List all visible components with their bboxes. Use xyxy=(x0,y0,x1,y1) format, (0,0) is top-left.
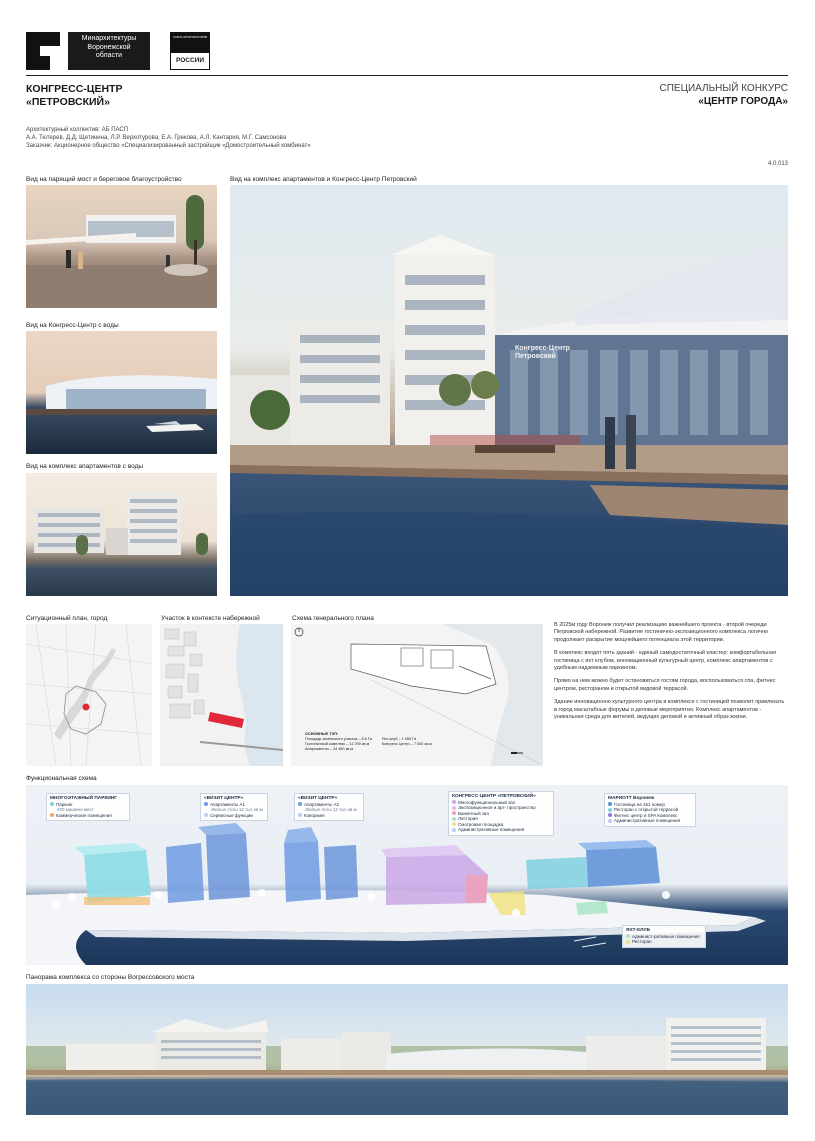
congress-item-2: Экспозиционное и арт- пространство xyxy=(458,805,536,810)
visit1-item-1: Апартаменты А1 xyxy=(210,801,245,807)
credits xyxy=(26,126,311,150)
visit2-title: «ВИЗИТ ЦЕНТР» xyxy=(298,796,338,801)
parking-item-1-note: 400 машино-мест xyxy=(57,807,94,812)
master-plan-map xyxy=(291,624,543,766)
site-plot xyxy=(208,712,244,728)
marriott-item-4: Административные помещения xyxy=(614,818,681,823)
parking-item-2: Коммерческие помещения xyxy=(56,812,112,818)
visit1-swatch xyxy=(204,802,208,806)
project-title xyxy=(26,83,122,108)
caption-situational-plan: Ситуационный план, город xyxy=(26,615,108,622)
situational-plan-map xyxy=(26,624,152,766)
tep-congress: Конгресс Центр – 7 000 кв.м xyxy=(381,742,432,746)
tep-yacht-club: Яхт-клуб – 1 060 Га xyxy=(381,737,417,741)
parking-swatch xyxy=(50,802,54,806)
congress-item-6: Административные помещения xyxy=(458,827,525,832)
tep-title: ОСНОВНЫЕ ТЭП: xyxy=(305,732,339,736)
render-bridge-view xyxy=(26,185,217,308)
congress-title: КОНГРЕСС-ЦЕНТР «ПЕТРОВСКИЙ» xyxy=(452,794,536,799)
caption-apartments-view: Вид на комплекс апартаментов с воды xyxy=(26,463,144,470)
parking-item-1: Паркинг xyxy=(56,801,73,807)
contest-title xyxy=(659,83,788,108)
tep-block xyxy=(305,732,505,752)
ministry-name-line2: Воронежской xyxy=(87,43,131,51)
project-code: 4.0.013 xyxy=(767,161,788,167)
panorama-render xyxy=(26,984,788,1115)
visit1-title: «ВИЗИТ ЦЕНТР» xyxy=(204,796,244,801)
parking-title: МНОГОЭТАЖНЫЙ ПАРКИНГ xyxy=(50,796,118,801)
coworking-swatch xyxy=(298,813,302,817)
marriott-item-3: Фитнес центр и SPA Комплекс xyxy=(614,812,678,818)
marriott-item-2: Ресторан с открытой террасой xyxy=(614,807,679,812)
visit1-item-2: Сервисные функции xyxy=(210,812,253,818)
authors-text: А.А. Тютерев, Д.Д. Щетинина, Л.Р. Верхотурова, Е.А. Грекова, А.Л. Кантария, М.Г. Самсонова xyxy=(26,135,287,141)
ministry-name-line1: Минархитектуры xyxy=(81,35,137,42)
contest-title-line1: СПЕЦИАЛЬНЫЙ КОНКУРС xyxy=(659,83,788,94)
union-top-text: СОЮЗ АРХИТЕКТОРОВ xyxy=(171,33,209,53)
marriott-item-1: Гостиница на 151 номер xyxy=(614,801,665,807)
description-paragraph-1: В 2025м году Воронеж получил реализацию важнейшего проекта - второй очереди Петровской набережной. Развитие гостинично-экспозиционного комплекса логично продолжает раскрытие мощнейшего потенциала этой территории. xyxy=(554,622,768,643)
render-water-view xyxy=(26,331,217,454)
label-visit-center-2 xyxy=(294,793,364,821)
caption-panorama: Панорама комплекса со стороны Вогрессовского моста xyxy=(26,974,195,981)
label-visit-center-1 xyxy=(200,793,268,821)
facade-sign: Конгресс-Центр Петровский xyxy=(515,345,570,360)
label-yacht-club xyxy=(622,925,706,948)
caption-bridge-view: Вид на парящий мост и береговое благоустройство xyxy=(26,176,182,183)
header-rule xyxy=(26,75,788,76)
congress-item-4: Лестория xyxy=(458,816,478,821)
visit2-item-2: Коворкинг xyxy=(304,812,326,818)
render-apartments-view xyxy=(26,473,217,596)
render-main-view xyxy=(230,185,788,596)
caption-water-view: Вид на Конгресс-Центр с воды xyxy=(26,322,119,329)
site-location-marker xyxy=(83,704,90,711)
description-paragraph-3: Прямо на нем можно будет остановиться гостям города, воспользоваться спа, фитнес центром, рестораном и открытой видовой террасой. xyxy=(554,678,776,692)
marriott-title: МАРИОТТ Воронеж xyxy=(608,796,655,801)
congress-item-3: Банкетный зал xyxy=(458,810,490,816)
label-parking xyxy=(46,793,130,821)
project-description xyxy=(554,622,786,721)
ministry-logo-mark xyxy=(26,32,66,70)
architects-union-logo xyxy=(170,32,210,70)
functional-scheme-render xyxy=(26,785,788,965)
contest-title-line2: «ЦЕНТР ГОРОДА» xyxy=(698,95,788,107)
visit2-item-1: Апартаменты А2 xyxy=(304,801,339,807)
union-bottom-text: РОССИИ xyxy=(175,57,205,64)
project-title-line2: «ПЕТРОВСКИЙ» xyxy=(26,95,110,108)
caption-embankment-plan: Участок в контексте набережной xyxy=(161,615,260,622)
description-paragraph-4: Здание инновационно культурного центра в комплексе с гостиницей позволит привлекать в город масштабные форумы и деловые мероприятия. Комплекс апартаментов - уникальная среда для жителей, ведущих деловой и активный образ жизни. xyxy=(554,699,785,721)
tep-hotel: Гостиничный комплекс – 11 290 кв.м xyxy=(305,742,370,746)
team-text: Архитектурный коллектив: АБ ПАСП xyxy=(26,127,129,133)
visit2-swatch xyxy=(298,802,302,806)
ministry-name-line3: области xyxy=(95,52,123,59)
visit1-item-1-note: Жилые лоты 12 тыс кв.м xyxy=(211,807,263,812)
yacht-item-1: Админист-ративные помещения xyxy=(632,933,700,939)
visit2-item-1-note: Жилые лоты 12 тыс кв.м xyxy=(305,807,357,812)
service-swatch xyxy=(204,813,208,817)
yacht-item-2: Ресторан xyxy=(632,939,652,944)
label-marriott xyxy=(604,793,696,827)
caption-functional-scheme: Функциональная схема xyxy=(26,775,97,782)
project-title-line1: КОНГРЕСС-ЦЕНТР xyxy=(26,83,123,95)
congress-item-5: Смотровая площадка xyxy=(458,821,504,827)
label-congress-center xyxy=(448,791,554,836)
embankment-plan-map xyxy=(160,624,283,766)
congress-item-1: Многофункциональный зал xyxy=(458,799,516,805)
description-paragraph-2: В комплекс входят пять зданий - единый самодостаточный кластер: комфортабельная гостиница с яхт клубом, инновационный культурный центр, комплекс апартаментов с удобным надземным паркингом. xyxy=(554,650,777,672)
caption-main-view: Вид на комплекс апартаментов и Конгресс-Центр Петровский xyxy=(230,176,417,183)
commercial-swatch xyxy=(50,813,54,817)
yacht-title: ЯХТ-КЛУБ xyxy=(626,928,650,933)
caption-master-plan: Схема генерального плана xyxy=(292,615,374,622)
client-text: Заказчик: Акционерное общество «Специализированный застройщик «Домостроительный комбинат» xyxy=(26,143,311,149)
tep-land-area: Площадь земельного участка – 8,6 Га xyxy=(305,737,372,741)
ministry-logo xyxy=(26,32,151,70)
tep-apartments: Апартаменты – 24 480 кв.м xyxy=(305,747,354,751)
